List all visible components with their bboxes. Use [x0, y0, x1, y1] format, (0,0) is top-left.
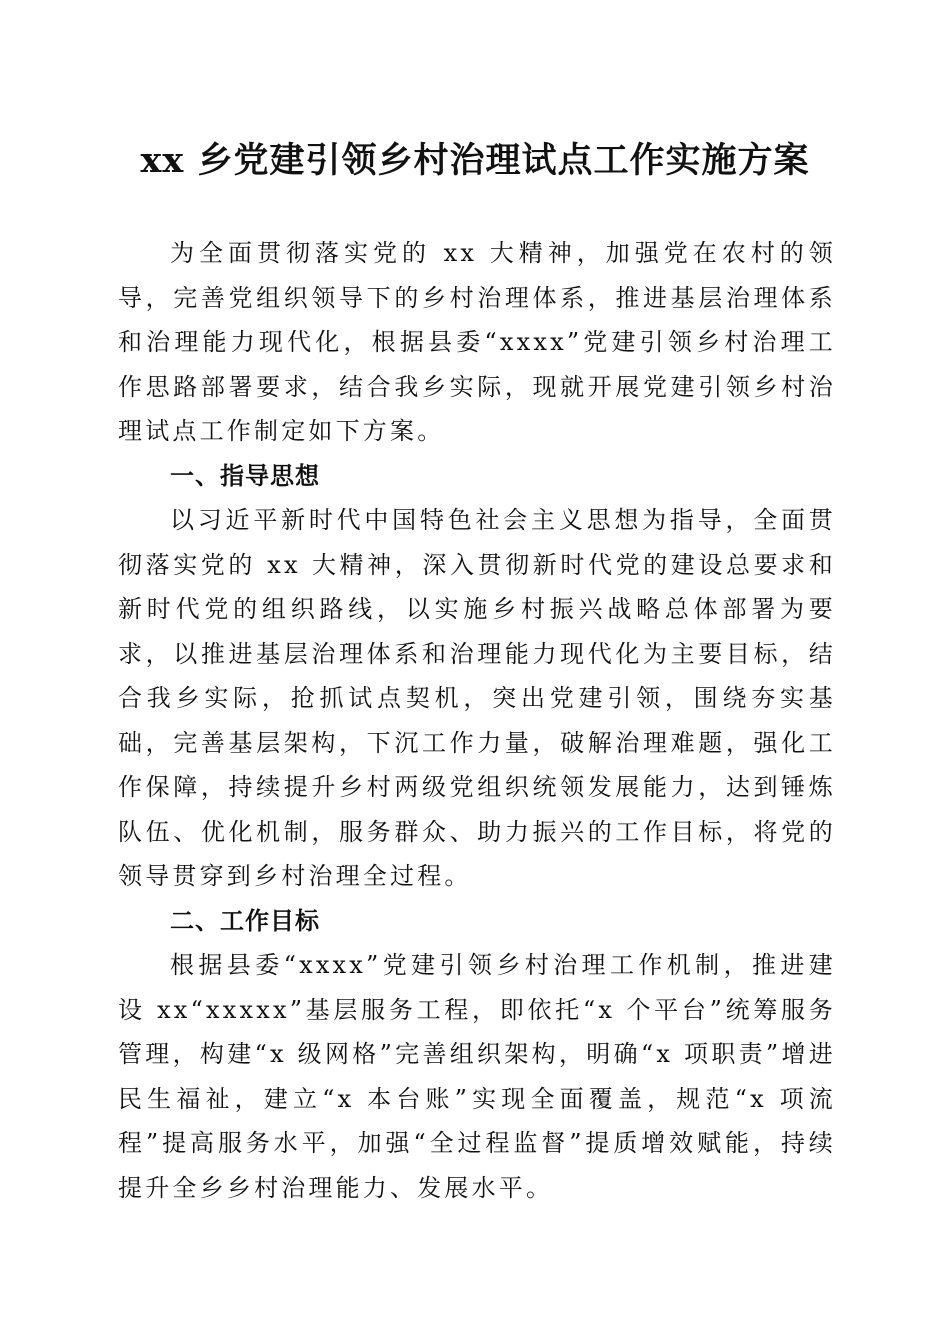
- intro-paragraph: 为全面贯彻落实党的 xx 大精神，加强党在农村的领导，完善党组织领导下的乡村治理体系，推进基层治理体系和治理能力现代化，根据县委“xxxx”党建引领乡村治理工作思路部署要求，结合我乡实际，现就开展党建引领乡村治理试点工作制定如下方案。: [118, 239, 836, 445]
- document-body: [118, 231, 836, 1210]
- section-heading-guiding-ideology: 一、指导思想: [170, 461, 320, 490]
- section-body-guiding-ideology: 以习近平新时代中国特色社会主义思想为指导，全面贯彻落实党的 xx 大精神，深入贯彻新时代党的建设总要求和新时代党的组织路线，以实施乡村振兴战略总体部署为要求，以推进基层治理体系和治理能力现代化为主要目标，结合我乡实际，抢抓试点契机，突出党建引领，围绕夯实基础，完善基层架构，下沉工作力量，破解治理难题，强化工作保障，持续提升乡村两级党组织统领发展能力，达到锤炼队伍、优化机制，服务群众、助力振兴的工作目标，将党的领导贯穿到乡村治理全过程。: [118, 506, 836, 890]
- section-heading-work-goals: 二、工作目标: [170, 906, 320, 935]
- section-body-work-goals: 根据县委“xxxx”党建引领乡村治理工作机制，推进建设 xx“xxxxx”基层服务工程，即依托“x 个平台”统筹服务管理，构建“x 级网格”完善组织架构，明确“x 项职责”增进民生福祉，建立“x 本台账”实现全面覆盖，规范“x 项流程”提高服务水平，加强“全过程监督”提质增效赋能，持续提升全乡乡村治理能力、发展水平。: [118, 951, 836, 1202]
- document-title: xx 乡党建引领乡村治理试点工作实施方案: [140, 140, 810, 181]
